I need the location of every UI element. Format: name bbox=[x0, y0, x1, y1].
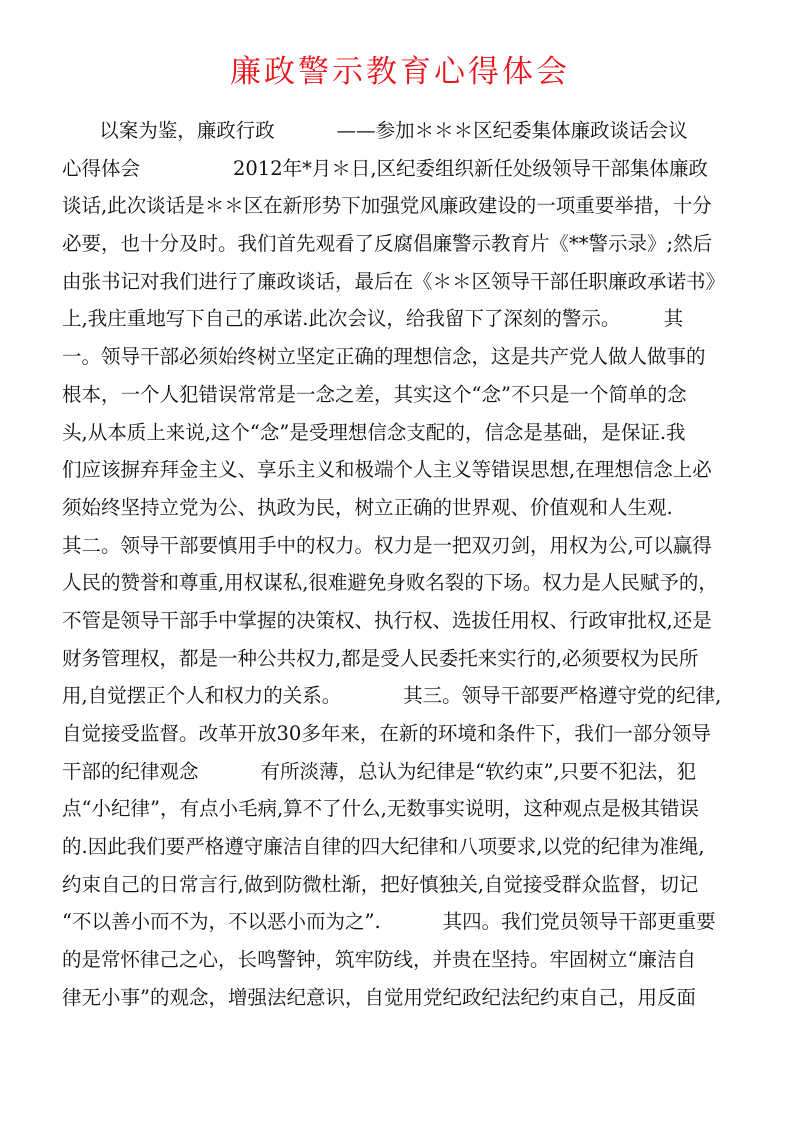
body-line: 的是常怀律己之心，长鸣警钟，筑牢防线，并贵在坚持。牢固树立“廉洁自 bbox=[62, 948, 696, 972]
body-line: 用,自觉摆正个人和权力的关系。 其三。领导干部要严格遵守党的纪律, bbox=[62, 684, 722, 708]
body-line: 干部的纪律观念 有所淡薄，总认为纪律是“软约束”,只要不犯法，犯 bbox=[62, 759, 697, 783]
body-line: 头,从本质上来说,这个“念”是受理想信念支配的，信念是基础，是保证.我 bbox=[62, 420, 686, 444]
body-line: 必要，也十分及时。我们首先观看了反腐倡廉警示教育片《**警示录》;然后 bbox=[62, 232, 713, 256]
body-line: 不管是领导干部手中掌握的决策权、执行权、选拔任用权、行政审批权,还是 bbox=[62, 608, 712, 632]
body-line: 律无小事”的观念，增强法纪意识，自觉用党纪政纪法纪约束自己，用反面 bbox=[62, 985, 696, 1009]
body-line: 自觉接受监督。改革开放30多年来，在新的环境和条件下，我们一部分领导 bbox=[62, 722, 711, 745]
body-line: 其二。领导干部要慎用手中的权力。权力是一把双刃剑，用权为公,可以赢得 bbox=[62, 533, 712, 557]
body-line: 上,我庄重地写下自己的承诺.此次会议，给我留下了深刻的警示。 其 bbox=[62, 307, 684, 331]
body-line: 心得体会 2012年*月＊日,区纪委组织新任处级领导干部集体廉政 bbox=[62, 156, 709, 180]
body-line: 的.因此我们要严格遵守廉洁自律的四大纪律和八项要求,以党的纪律为准绳, bbox=[62, 835, 705, 859]
body-line: 谈话,此次谈话是＊＊区在新形势下加强党风廉政建设的一项重要举措，十分 bbox=[62, 194, 712, 218]
body-line: 以案为鉴，廉政行政 ——参加＊＊＊区纪委集体廉政谈话会议 bbox=[62, 119, 688, 142]
body-line: 们应该摒弃拜金主义、享乐主义和极端个人主义等错误思想,在理想信念上必 bbox=[62, 458, 712, 482]
document-title: 廉政警示教育心得体会 bbox=[230, 54, 570, 90]
body-line: 人民的赞誉和尊重,用权谋私,很难避免身败名裂的下场。权力是人民赋予的， bbox=[62, 571, 718, 595]
body-line: 根本，一个人犯错误常常是一念之差，其实这个“念”不只是一个简单的念 bbox=[62, 382, 687, 406]
body-line: 由张书记对我们进行了廉政谈话，最后在《＊＊区领导干部任职廉政承诺书》 bbox=[62, 269, 726, 293]
body-line: 一。领导干部必须始终树立坚定正确的理想信念，这是共产党人做人做事的 bbox=[62, 345, 706, 369]
document-body bbox=[62, 112, 752, 1017]
body-line: 须始终坚持立党为公、执政为民，树立正确的世界观、价值观和人生观. bbox=[62, 495, 673, 519]
body-line: 财务管理权，都是一种公共权力,都是受人民委托来实行的,必须要权为民所 bbox=[62, 646, 699, 670]
body-line: 约束自己的日常言行,做到防微杜渐，把好慎独关,自觉接受群众监督，切记 bbox=[62, 872, 699, 896]
body-line: 点“小纪律”，有点小毛病,算不了什么,无数事实说明，这种观点是极其错误 bbox=[62, 797, 699, 821]
body-line: “不以善小而不为，不以恶小而为之”. 其四。我们党员领导干部更重要 bbox=[62, 910, 716, 934]
